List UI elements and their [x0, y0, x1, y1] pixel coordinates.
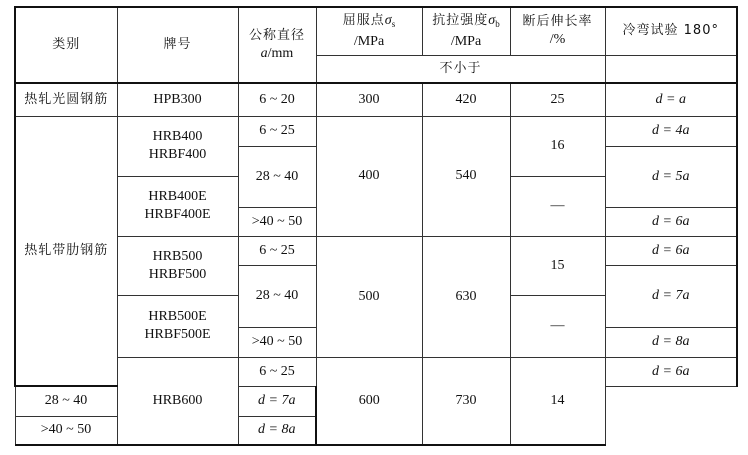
header-elongation-label: 断后伸长率 — [522, 14, 593, 30]
diameter-400-a: 6 ~ 25 — [238, 116, 316, 146]
diameter-500-b: 28 ~ 40 — [238, 265, 316, 327]
header-grade: 牌号 — [117, 7, 238, 83]
bend-500-a: d = 6a — [605, 236, 737, 265]
header-elongation-unit: /% — [549, 32, 566, 48]
diameter-600-c: >40 ~ 50 — [15, 416, 117, 445]
diameter-400-b: 28 ~ 40 — [238, 146, 316, 207]
bend-600-c: d = 8a — [238, 416, 316, 445]
bend-600-b: d = 7a — [238, 386, 316, 416]
category-plain-round: 热轧光圆钢筋 — [15, 83, 117, 116]
header-tensile-sub: b — [495, 18, 500, 29]
grade-hrb500e-label: HRB500E — [148, 309, 207, 324]
header-diameter — [238, 7, 316, 83]
grade-hrb400e-label: HRB400E — [148, 189, 207, 204]
tensile-hpb300: 420 — [422, 83, 510, 116]
grade-hrb500-label: HRB500 — [152, 248, 203, 264]
grade-hrb500 — [117, 236, 238, 295]
diameter-500-c: >40 ~ 50 — [238, 327, 316, 357]
header-tensile — [422, 7, 510, 55]
header-elongation — [510, 7, 605, 55]
grade-hrbf400e-label: HRBF400E — [144, 207, 211, 222]
diameter-500-a: 6 ~ 25 — [238, 236, 316, 265]
header-yield-sub: s — [391, 18, 396, 29]
yield-600: 600 — [316, 357, 422, 445]
diameter-600-a: 6 ~ 25 — [238, 357, 316, 386]
elongation-400e: — — [510, 176, 605, 236]
header-tensile-unit: /MPa — [450, 33, 482, 49]
header-diameter-label: 公称直径 — [248, 28, 305, 43]
elongation-hpb300: 25 — [510, 83, 605, 116]
grade-hrb400-label: HRB400 — [152, 129, 203, 144]
header-tensile-symbol: σ — [488, 12, 496, 28]
bend-600-a: d = 6a — [605, 357, 737, 386]
bend-400-b: d = 5a — [605, 146, 737, 207]
elongation-500e: — — [510, 295, 605, 357]
elongation-600: 14 — [510, 357, 605, 445]
yield-hpb300: 300 — [316, 83, 422, 116]
elongation-500: 15 — [510, 236, 605, 295]
header-yield-symbol: σ — [384, 12, 392, 28]
yield-400: 400 — [316, 116, 422, 236]
grade-hrbf400-label: HRBF400 — [148, 147, 207, 162]
diameter-600-b: 28 ~ 40 — [15, 386, 117, 416]
header-diameter-symbol: a — [260, 46, 268, 61]
tensile-600: 730 — [422, 357, 510, 445]
elongation-400: 16 — [510, 116, 605, 176]
header-empty-cell — [605, 55, 737, 83]
grade-hrbf500e-label: HRBF500E — [144, 327, 211, 342]
category-ribbed: 热轧带肋钢筋 — [15, 116, 117, 386]
grade-hrb400 — [117, 116, 238, 176]
bend-500-b: d = 7a — [605, 265, 737, 327]
bend-hpb300: d = a — [605, 83, 737, 116]
tensile-500: 630 — [422, 236, 510, 357]
header-not-less-than: 不小于 — [316, 55, 605, 83]
diameter-400-c: >40 ~ 50 — [238, 207, 316, 236]
bend-400-c: d = 6a — [605, 207, 737, 236]
header-yield — [316, 7, 422, 55]
header-yield-label: 屈服点 — [342, 12, 385, 28]
bend-500-c: d = 8a — [605, 327, 737, 357]
yield-500: 500 — [316, 236, 422, 357]
grade-hrb400e — [117, 176, 238, 236]
header-category: 类别 — [15, 7, 117, 83]
header-diameter-unit: /mm — [267, 46, 294, 61]
grade-hpb300: HPB300 — [117, 83, 238, 116]
tensile-400: 540 — [422, 116, 510, 236]
diameter-hpb300: 6 ~ 20 — [238, 83, 316, 116]
grade-hrb600: HRB600 — [117, 357, 238, 445]
header-yield-unit: /MPa — [353, 33, 385, 49]
header-bend-test: 冷弯试验 180° — [605, 7, 737, 55]
rebar-properties-table — [14, 6, 738, 446]
header-tensile-label: 抗拉强度 — [432, 12, 489, 28]
grade-hrb500e — [117, 295, 238, 357]
grade-hrbf500-label: HRBF500 — [148, 266, 207, 282]
bend-400-a: d = 4a — [605, 116, 737, 146]
